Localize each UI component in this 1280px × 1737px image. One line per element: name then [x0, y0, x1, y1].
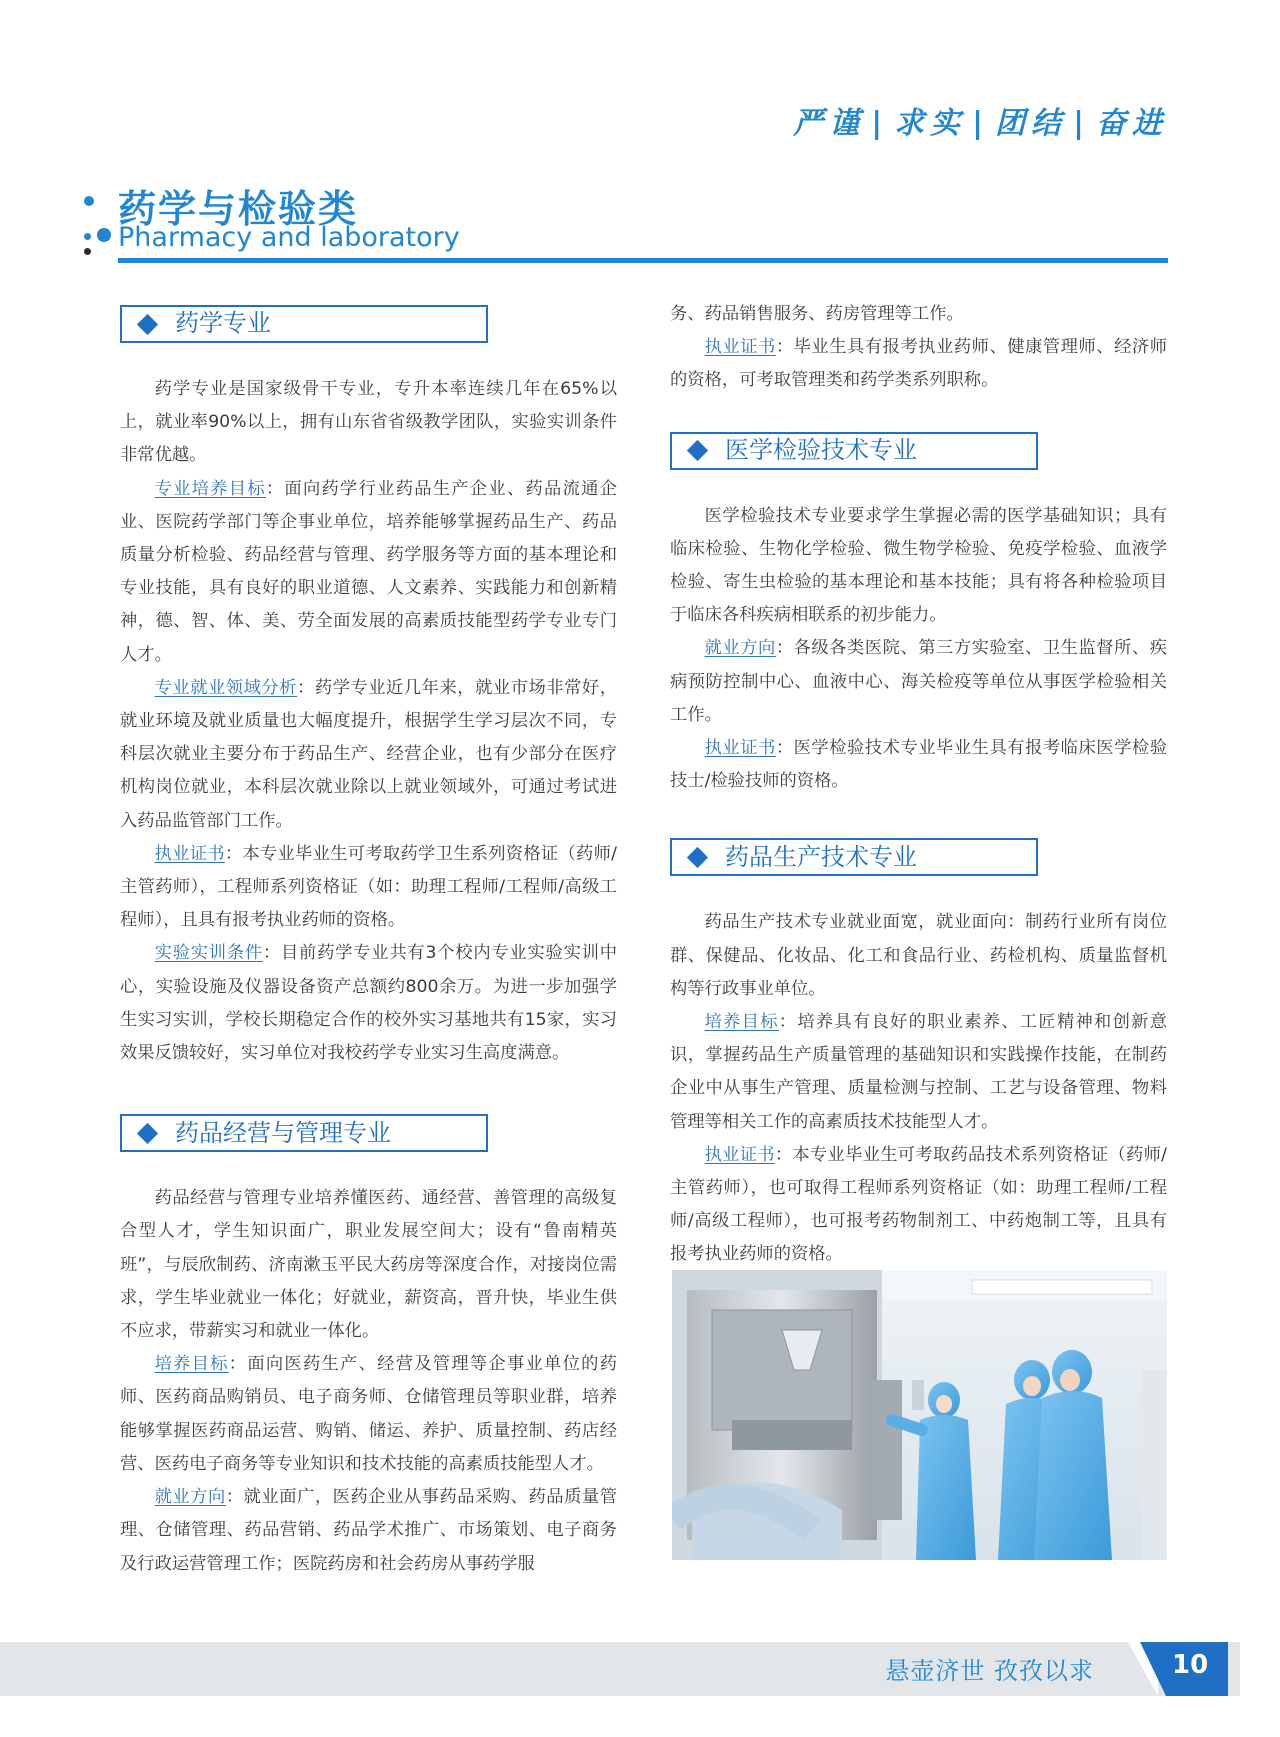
paragraph	[670, 1006, 1167, 1139]
major-title: 医学检验技术专业	[725, 436, 917, 464]
motto-word: 团结	[995, 106, 1068, 141]
field-text: ：目前药学专业共有3个校内专业实验实训中心，实验设施及仪器设备资产总额约800余万。为进一步加强学生实习实训，学校长期稳定合作的校外实习基地共有15家，实习效果反馈较好，实习单位对我校药学专业实习生高度满意。	[120, 943, 617, 1064]
paragraph: 务、药品销售服务、药房管理等工作。	[670, 304, 964, 324]
major-title: 药品经营与管理专业	[175, 1118, 391, 1147]
field-text: ：毕业生具有报考执业药师、健康管理师、经济师的资格，可考取管理类和药学类系列职称。	[670, 337, 1167, 391]
motto-word: 严谨	[793, 106, 866, 141]
major-heading-lab-medicine	[670, 432, 1038, 470]
field-text: ：就业面广，医药企业从事药品采购、药品质量管理、仓储管理、药品营销、药品学术推广、市场策划、电子商务及行政运营管理工作；医院药房和社会药房从事药学服	[120, 1487, 617, 1574]
paragraph: 药品经营与管理专业培养懂医药、通经营、善管理的高级复合型人才，学生知识面广，职业发展空间大；设有“鲁南精英班”，与辰欣制药、济南漱玉平民大药房等深度合作，对接岗位需求，学生毕业就业一体化；好就业，薪资高，晋升快，毕业生供不应求，带薪实习和就业一体化。	[120, 1188, 617, 1342]
footer-slogan: 悬壶济世 孜孜以求	[885, 1657, 1094, 1685]
field-text: ：面向药学行业药品生产企业、药品流通企业、医院药学部门等企事业单位，培养能够掌握药品生产、药品质量分析检验、药品经营与管理、药学服务等方面的基本理论和专业技能，具有良好的职业道德、人文素养、实践能力和创新精神，德、智、体、美、劳全面发展的高素质技能型药学专业专门人才。	[120, 478, 617, 665]
motto-word: 奋进	[1096, 106, 1168, 141]
field-text: ：各级各类医院、第三方实验室、卫生监督所、疾病预防控制中心、血液中心、海关检疫等单位从事医学检验相关工作。	[670, 638, 1167, 725]
section-subtitle: Pharmacy and laboratory	[118, 222, 460, 253]
diamond-icon	[137, 313, 158, 334]
paragraph	[120, 937, 617, 1070]
paragraph: 药品生产技术专业就业面宽，就业面向：制药行业所有岗位群、保健品、化妆品、化工和食品行业、药检机构、质量监督机构等行政事业单位。	[670, 912, 1167, 999]
field-label: 专业培养目标	[154, 478, 266, 499]
field-label: 就业方向	[704, 638, 776, 659]
major-heading-management	[120, 1114, 488, 1152]
school-motto	[793, 98, 1168, 142]
field-label: 执业证书	[704, 738, 776, 759]
motto-word: 求实	[894, 106, 967, 141]
field-text: ：药学专业近几年来，就业市场非常好，就业环境及就业质量也大幅度提升，根据学生学习层次不同，专科层次就业主要分布于药品生产、经营企业，也有少部分在医疗机构岗位就业，本科层次就业除以上就业领域外，可通过考试进入药品监管部门工作。	[120, 677, 617, 831]
field-label: 培养目标	[154, 1354, 229, 1375]
field-text: ：面向医药生产、经营及管理等企事业单位的药师、医药商品购销员、电子商务师、仓储管理员等职业群，培养能够掌握医药商品运营、购销、储运、养护、质量控制、药店经营、医药电子商务等专业知识和技术技能的高素质技能型人才。	[120, 1354, 617, 1474]
cleanroom-illustration	[672, 1270, 1167, 1560]
field-text: ：医学检验技术专业毕业生具有报考临床医学检验技士/检验技师的资格。	[670, 738, 1167, 792]
field-label: 就业方向	[154, 1487, 226, 1508]
section-title: 药学与检验类	[118, 187, 359, 231]
paragraph	[120, 1348, 617, 1481]
motto-separator: |	[1073, 106, 1090, 141]
lab-photo	[672, 1270, 1167, 1560]
field-label: 执业证书	[704, 1144, 775, 1165]
right-column	[670, 298, 1167, 1272]
diamond-icon	[137, 1123, 158, 1144]
major-title: 药品生产技术专业	[725, 842, 917, 871]
major-heading-production	[670, 838, 1038, 876]
field-label: 实验实训条件	[154, 943, 263, 964]
paragraph	[670, 732, 1167, 798]
title-rule	[118, 258, 1168, 263]
paragraph	[120, 473, 617, 672]
field-label: 执业证书	[154, 843, 225, 864]
paragraph: 药学专业是国家级骨干专业，专升本率连续几年在65%以上，就业率90%以上，拥有山东省省级教学团队，实验实训条件非常优越。	[120, 379, 617, 466]
major-heading-pharmacy	[120, 305, 488, 343]
paragraph	[120, 1481, 617, 1581]
paragraph: 医学检验技术专业要求学生掌握必需的医学基础知识；具有临床检验、生物化学检验、微生物学检验、免疫学检验、血液学检验、寄生虫检验的基本理论和基本技能；具有将各种检验项目于临床各科疾病相联系的初步能力。	[670, 505, 1167, 626]
page-number: 10	[1172, 1650, 1209, 1680]
paragraph	[120, 838, 617, 938]
field-text: ：本专业毕业生可考取药品技术系列资格证（药师/主管药师），也可取得工程师系列资格证（如：助理工程师/工程师/高级工程师），也可报考药物制剂工、中药炮制工等，且具有报考执业药师的资格。	[670, 1144, 1167, 1265]
motto-separator: |	[871, 106, 889, 141]
diamond-icon	[687, 847, 708, 868]
field-label: 培养目标	[704, 1012, 779, 1033]
motto-separator: |	[972, 106, 990, 141]
paragraph	[670, 632, 1167, 732]
major-title: 药学专业	[175, 309, 271, 338]
diamond-icon	[687, 440, 708, 461]
field-text: ：本专业毕业生可考取药学卫生系列资格证（药师/主管药师），工程师系列资格证（如：助理工程师/工程师/高级工程师），且具有报考执业药师的资格。	[120, 843, 617, 931]
field-label: 执业证书	[704, 337, 776, 358]
paragraph	[670, 1139, 1167, 1272]
left-column	[120, 305, 617, 1581]
field-label: 专业就业领域分析	[154, 677, 298, 698]
paragraph	[670, 331, 1167, 397]
paragraph	[120, 672, 617, 838]
field-text: ：培养具有良好的职业素养、工匠精神和创新意识，掌握药品生产质量管理的基础知识和实践操作技能，在制药企业中从事生产管理、质量检测与控制、工艺与设备管理、物料管理等相关工作的高素质技术技能型人才。	[670, 1012, 1167, 1132]
